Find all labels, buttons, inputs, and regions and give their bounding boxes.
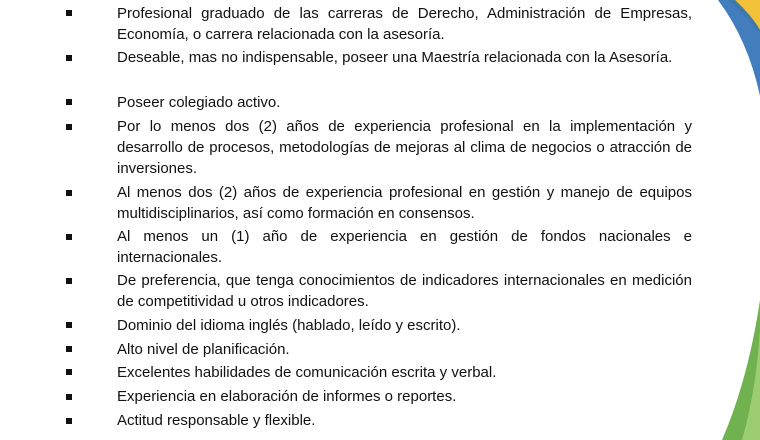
requirement-text: Alto nivel de planificación. (117, 341, 290, 358)
requirement-text: Al menos dos (2) años de experiencia profesional en gestión y manejo de equipos multidisciplinarios, así como formación en consensos. (117, 184, 692, 222)
green-swoosh-shape (722, 300, 760, 440)
bullet-icon (66, 190, 72, 196)
requirement-text: Deseable, mas no indispensable, poseer una Maestría relacionada con la Asesoría. (117, 49, 673, 66)
yellow-swoosh-shape (728, 0, 760, 34)
requirement-text: Experiencia en elaboración de informes o reportes. (117, 388, 457, 405)
requirement-text: De preferencia, que tenga conocimientos de indicadores internacionales en medición de competitividad u otros indicadores. (117, 272, 692, 310)
blue-swoosh-shape (718, 0, 760, 96)
bullet-icon (66, 10, 72, 16)
bullet-icon (66, 346, 72, 352)
bullet-icon (66, 394, 72, 400)
bullet-icon (66, 124, 72, 130)
bullet-icon (66, 55, 72, 61)
requirement-text: Profesional graduado de las carreras de Derecho, Administración de Empresas, Economía, o carrera relacionada con la asesoría. (117, 5, 692, 43)
requirement-text: Al menos un (1) año de experiencia en gestión de fondos nacionales e internacionales. (117, 228, 692, 266)
requirement-text: Actitud responsable y flexible. (117, 412, 316, 429)
bullet-icon (66, 369, 72, 375)
bullet-icon (66, 322, 72, 328)
bullet-icon (66, 99, 72, 105)
requirement-text: Excelentes habilidades de comunicación escrita y verbal. (117, 364, 497, 381)
bullet-icon (66, 278, 72, 284)
requirement-text: Poseer colegiado activo. (117, 94, 281, 111)
bullet-icon (66, 418, 72, 424)
requirement-text: Dominio del idioma inglés (hablado, leído y escrito). (117, 317, 461, 334)
requirement-text: Por lo menos dos (2) años de experiencia profesional en la implementación y desarrollo de procesos, metodologías de mejoras al clima de negocios o atracción de inversiones. (117, 118, 692, 177)
light-green-swoosh-shape (742, 330, 760, 440)
bullet-icon (66, 234, 72, 240)
